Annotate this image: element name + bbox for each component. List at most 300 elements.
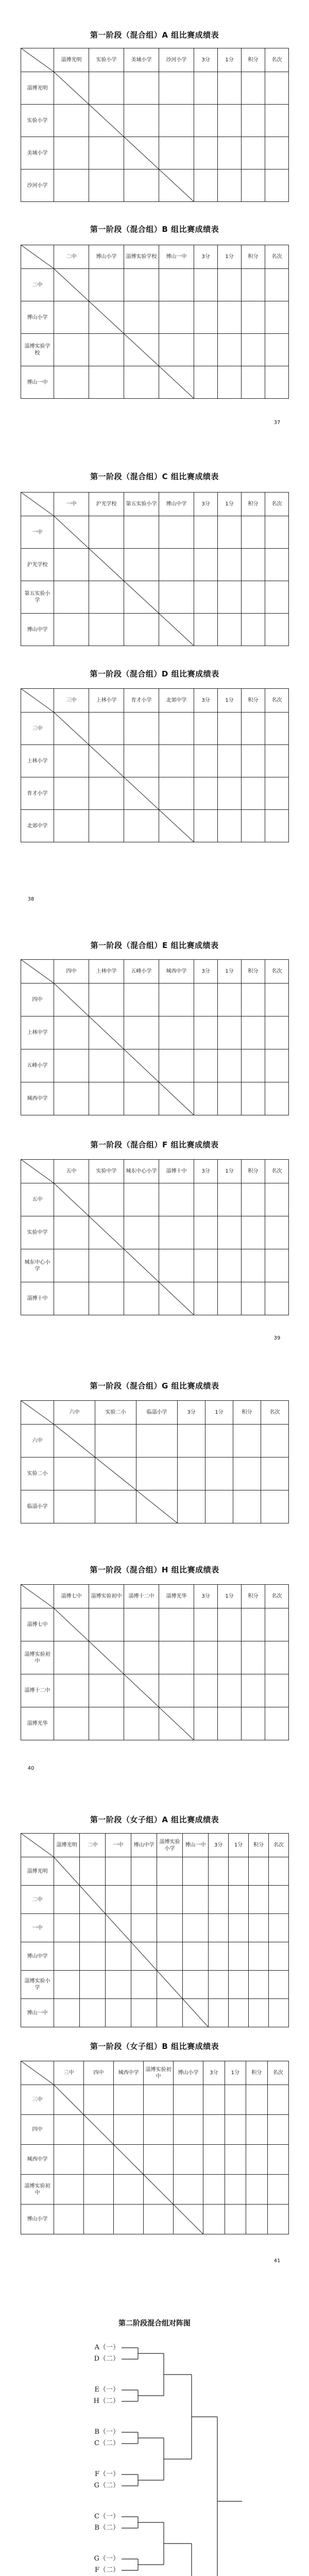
table-header-row	[21, 245, 289, 269]
team-row-label: 二中	[21, 269, 54, 301]
score-cell	[124, 1608, 159, 1641]
page-number: 38	[27, 896, 35, 902]
stat-cell	[265, 1016, 289, 1049]
team-column-header: 淄博十中	[159, 1160, 194, 1183]
stat-cell	[267, 2115, 289, 2145]
stat-cell	[269, 1999, 289, 2027]
stat-cell	[242, 1674, 265, 1707]
table-row	[21, 713, 289, 745]
score-cell	[144, 2115, 174, 2145]
score-cell	[89, 1707, 124, 1740]
team-row-label: 六中	[21, 1425, 54, 1458]
stat-column-header: 名次	[265, 48, 289, 72]
team-row-label: 淄博七中	[21, 1608, 54, 1641]
stat-cell	[205, 1490, 233, 1523]
table-header-row	[21, 1160, 289, 1183]
stat-column-header: 3分	[203, 2061, 225, 2085]
self-match-cell	[124, 581, 159, 614]
self-match-cell	[89, 1641, 124, 1674]
table-title: 第一阶段（混合组）G 组比赛成绩表	[90, 1381, 219, 1391]
self-match-cell	[159, 614, 194, 646]
team-row-label: 四中	[21, 2115, 54, 2145]
team-column-header: 淄博十二中	[124, 1585, 159, 1608]
table-title: 第一阶段（女子组）A 组比赛成绩表	[90, 1815, 219, 1824]
self-match-cell	[89, 1216, 124, 1249]
score-cell	[131, 1914, 157, 1942]
score-cell	[136, 1458, 178, 1490]
table-row	[21, 2175, 289, 2205]
score-cell	[159, 269, 194, 301]
stat-cell	[265, 1641, 289, 1674]
stat-cell	[229, 1999, 249, 2027]
stat-cell	[265, 1249, 289, 1282]
stat-cell	[242, 810, 265, 842]
score-cell	[159, 549, 194, 581]
table-title: 第一阶段（混合组）A 组比赛成绩表	[90, 30, 219, 40]
team-row-label: 五峰小学	[21, 1049, 54, 1082]
self-match-cell	[106, 1914, 131, 1942]
stat-cell	[265, 614, 289, 646]
stat-column-header: 3分	[194, 245, 218, 269]
table-row	[21, 1458, 289, 1490]
score-cell	[54, 1249, 89, 1282]
table-row	[21, 1674, 289, 1707]
score-cell	[54, 549, 89, 581]
table-row	[21, 2205, 289, 2234]
bracket-entry-label: E（一）	[94, 2386, 119, 2394]
stat-column-header: 积分	[242, 960, 265, 984]
score-cell	[159, 1016, 194, 1049]
table-title: 第一阶段（混合组）B 组比赛成绩表	[90, 225, 219, 234]
self-match-cell	[124, 1049, 159, 1082]
stat-cell	[242, 713, 265, 745]
self-match-cell	[54, 1183, 89, 1216]
score-cell	[89, 170, 124, 202]
score-cell	[54, 2115, 84, 2145]
score-cell	[124, 1183, 159, 1216]
score-cell	[89, 269, 124, 301]
score-cell	[54, 1049, 89, 1082]
stat-cell	[242, 745, 265, 777]
stat-cell	[242, 549, 265, 581]
stat-cell	[269, 1857, 289, 1886]
team-column-header: 博山小学	[174, 2061, 203, 2085]
stat-column-header: 1分	[218, 689, 242, 713]
diagonal-header-cell	[21, 689, 54, 713]
stat-cell	[194, 1049, 218, 1082]
table-header-row	[21, 689, 289, 713]
score-cell	[54, 2205, 84, 2234]
table-row	[21, 1999, 289, 2027]
table-row	[21, 170, 289, 202]
stat-cell	[267, 2205, 289, 2234]
score-cell	[89, 1674, 124, 1707]
table-row	[21, 1082, 289, 1115]
self-match-cell	[136, 1490, 178, 1523]
stat-column-header: 积分	[242, 689, 265, 713]
score-cell	[54, 2145, 84, 2175]
score-cell	[124, 810, 159, 842]
score-cell	[54, 1458, 95, 1490]
team-row-label: 一中	[21, 1914, 54, 1942]
bracket-entry-label: D（二）	[94, 2355, 119, 2363]
stat-cell	[194, 1674, 218, 1707]
team-row-label: 五中	[21, 1183, 54, 1216]
stat-cell	[225, 2085, 246, 2115]
stat-column-header: 3分	[194, 493, 218, 516]
score-cell	[54, 614, 89, 646]
score-cell	[124, 170, 159, 202]
score-cell	[157, 1914, 183, 1942]
stat-cell	[242, 1216, 265, 1249]
score-table	[21, 48, 288, 202]
bracket-entry-label: C（二）	[94, 2439, 119, 2447]
stat-cell	[218, 1282, 242, 1315]
table-title: 第一阶段（混合组）C 组比赛成绩表	[90, 472, 219, 481]
stat-cell	[194, 170, 218, 202]
score-cell	[89, 810, 124, 842]
stat-cell	[178, 1490, 205, 1523]
score-cell	[54, 334, 89, 366]
score-table-grid	[21, 2061, 289, 2234]
stat-cell	[261, 1425, 289, 1458]
score-cell	[89, 614, 124, 646]
team-row-label: 淄博实验初中	[21, 2175, 54, 2205]
team-column-header: 沙河小学	[159, 48, 194, 72]
stat-column-header: 积分	[242, 493, 265, 516]
team-row-label: 三中	[21, 713, 54, 745]
score-cell	[124, 745, 159, 777]
team-column-header: 二中	[54, 245, 89, 269]
score-cell	[124, 1282, 159, 1315]
score-cell	[54, 1707, 89, 1740]
stat-cell	[209, 1999, 229, 2027]
stat-cell	[194, 614, 218, 646]
table-row	[21, 581, 289, 614]
score-cell	[174, 2145, 203, 2175]
stat-cell	[218, 984, 242, 1016]
score-cell	[54, 1914, 80, 1942]
team-row-label: 博山一中	[21, 1999, 54, 2027]
self-match-cell	[80, 1886, 106, 1914]
stat-cell	[218, 1641, 242, 1674]
stat-cell	[209, 1971, 229, 1999]
table-header-row	[21, 2061, 289, 2085]
team-column-header: 三中	[54, 2061, 84, 2085]
score-cell	[89, 137, 124, 170]
score-cell	[124, 1016, 159, 1049]
score-table-grid	[21, 245, 289, 399]
table-row	[21, 984, 289, 1016]
score-cell	[89, 777, 124, 810]
stat-cell	[194, 1016, 218, 1049]
stat-cell	[246, 2145, 268, 2175]
team-column-header: 淄博七中	[54, 1585, 89, 1608]
team-column-header: 淄博实验小学	[157, 1834, 183, 1857]
table-row	[21, 1886, 289, 1914]
stat-column-header: 3分	[194, 960, 218, 984]
self-match-cell	[54, 2085, 84, 2115]
stat-cell	[218, 1249, 242, 1282]
score-cell	[157, 1857, 183, 1886]
team-row-label: 沙河小学	[21, 170, 54, 202]
score-cell	[80, 1914, 106, 1942]
table-header-row	[21, 960, 289, 984]
stat-cell	[242, 137, 265, 170]
self-match-cell	[54, 713, 89, 745]
team-column-header: 育才小学	[124, 689, 159, 713]
team-column-header: 一中	[54, 493, 89, 516]
score-table-grid	[21, 1400, 289, 1523]
score-cell	[89, 1608, 124, 1641]
bracket-entry-label: C（一）	[94, 2513, 119, 2520]
stat-cell	[265, 170, 289, 202]
stat-cell	[265, 549, 289, 581]
team-column-header: 临淄小学	[136, 1401, 178, 1425]
self-match-cell	[54, 269, 89, 301]
score-cell	[183, 1914, 209, 1942]
team-column-header: 第五实验小学	[124, 493, 159, 516]
table-row	[21, 137, 289, 170]
self-match-cell	[124, 777, 159, 810]
team-row-label: 淄博十中	[21, 1282, 54, 1315]
team-column-header: 博山一中	[183, 1834, 209, 1857]
stat-column-header: 名次	[265, 1160, 289, 1183]
score-cell	[54, 366, 89, 399]
score-cell	[174, 2085, 203, 2115]
table-row	[21, 1490, 289, 1523]
stat-cell	[242, 1016, 265, 1049]
team-column-header: 上林中学	[89, 960, 124, 984]
table-row	[21, 1016, 289, 1049]
score-cell	[124, 72, 159, 105]
stat-column-header: 3分	[194, 1585, 218, 1608]
stat-column-header: 积分	[246, 2061, 268, 2085]
stat-cell	[242, 334, 265, 366]
stat-column-header: 3分	[194, 689, 218, 713]
team-row-label: 淄博光明	[21, 72, 54, 105]
score-cell	[80, 1942, 106, 1971]
team-column-header: 博山一中	[159, 245, 194, 269]
stat-cell	[242, 170, 265, 202]
score-cell	[157, 1942, 183, 1971]
stat-cell	[246, 2085, 268, 2115]
score-cell	[159, 777, 194, 810]
stat-cell	[267, 2145, 289, 2175]
score-cell	[54, 777, 89, 810]
stat-cell	[209, 1942, 229, 1971]
table-title: 第一阶段（混合组）H 组比赛成绩表	[90, 1565, 219, 1574]
stat-cell	[246, 2115, 268, 2145]
team-row-label: 二中	[21, 1886, 54, 1914]
self-match-cell	[89, 1016, 124, 1049]
score-cell	[89, 366, 124, 399]
score-cell	[84, 2085, 114, 2115]
score-cell	[159, 1183, 194, 1216]
score-cell	[174, 2115, 203, 2145]
score-cell	[114, 2085, 144, 2115]
score-cell	[89, 516, 124, 549]
score-cell	[54, 1282, 89, 1315]
table-row	[21, 1183, 289, 1216]
stat-cell	[242, 1082, 265, 1115]
stat-cell	[233, 1458, 261, 1490]
table-row	[21, 614, 289, 646]
stat-cell	[209, 1914, 229, 1942]
stat-column-header: 名次	[265, 960, 289, 984]
team-row-label: 沪光学校	[21, 549, 54, 581]
stat-cell	[242, 1608, 265, 1641]
table-title: 第一阶段（女子组）B 组比赛成绩表	[90, 2042, 219, 2051]
diagonal-header-cell	[21, 1160, 54, 1183]
score-cell	[106, 1857, 131, 1886]
stat-cell	[218, 581, 242, 614]
score-table-grid	[21, 688, 289, 842]
stat-cell	[203, 2115, 225, 2145]
table-row	[21, 516, 289, 549]
team-row-label: 实验二小	[21, 1458, 54, 1490]
score-cell	[54, 810, 89, 842]
team-column-header: 北郊中学	[159, 689, 194, 713]
stat-cell	[265, 516, 289, 549]
stat-cell	[269, 1886, 289, 1914]
score-cell	[159, 581, 194, 614]
stat-cell	[218, 1183, 242, 1216]
table-title: 第一阶段（混合组）E 组比赛成绩表	[90, 941, 219, 950]
stat-cell	[194, 549, 218, 581]
stat-cell	[242, 984, 265, 1016]
score-cell	[106, 1942, 131, 1971]
score-cell	[159, 1641, 194, 1674]
self-match-cell	[159, 810, 194, 842]
stat-cell	[194, 105, 218, 137]
stat-cell	[267, 2085, 289, 2115]
team-column-header: 博山中学	[131, 1834, 157, 1857]
bracket-entry-label: B（二）	[94, 2524, 119, 2532]
score-cell	[159, 1249, 194, 1282]
score-cell	[131, 1999, 157, 2027]
stat-cell	[209, 1886, 229, 1914]
score-cell	[54, 105, 89, 137]
stat-cell	[178, 1458, 205, 1490]
page-number: 37	[273, 420, 281, 426]
table-row	[21, 1216, 289, 1249]
self-match-cell	[54, 72, 89, 105]
stat-cell	[194, 745, 218, 777]
stat-cell	[242, 1282, 265, 1315]
self-match-cell	[159, 1082, 194, 1115]
stat-cell	[218, 516, 242, 549]
team-column-header: 四中	[54, 960, 89, 984]
bracket-entry-label: A（一）	[94, 2344, 119, 2351]
team-row-label: 淄博光明	[21, 1857, 54, 1886]
stat-cell	[203, 2145, 225, 2175]
stat-cell	[265, 1608, 289, 1641]
team-row-label: 上林小学	[21, 745, 54, 777]
stat-column-header: 1分	[229, 1834, 249, 1857]
stat-cell	[246, 2205, 268, 2234]
team-column-header: 实验二小	[95, 1401, 136, 1425]
score-cell	[95, 1425, 136, 1458]
team-column-header: 五中	[54, 1160, 89, 1183]
stat-cell	[267, 2175, 289, 2205]
score-cell	[106, 1971, 131, 1999]
score-cell	[124, 1641, 159, 1674]
self-match-cell	[131, 1942, 157, 1971]
score-cell	[54, 1490, 95, 1523]
stat-cell	[265, 1674, 289, 1707]
diagonal-header-cell	[21, 1834, 54, 1857]
score-table	[21, 1159, 288, 1315]
score-cell	[54, 2175, 84, 2205]
stat-cell	[218, 810, 242, 842]
score-table	[21, 959, 288, 1115]
team-column-header: 三中	[54, 689, 89, 713]
team-row-label: 一中	[21, 516, 54, 549]
score-cell	[84, 2175, 114, 2205]
table-row	[21, 366, 289, 399]
stat-cell	[265, 1183, 289, 1216]
team-column-header: 城西中学	[114, 2061, 144, 2085]
team-column-header: 淄博光明	[54, 1834, 80, 1857]
score-table	[21, 2061, 288, 2234]
team-row-label: 临淄小学	[21, 1490, 54, 1523]
score-table-grid	[21, 1159, 289, 1315]
stat-cell	[269, 1914, 289, 1942]
self-match-cell	[54, 1608, 89, 1641]
diagonal-header-cell	[21, 2061, 54, 2085]
stat-cell	[225, 2175, 246, 2205]
stat-cell	[242, 1249, 265, 1282]
score-table	[21, 492, 288, 646]
page-number: 41	[273, 2258, 281, 2264]
stat-column-header: 积分	[233, 1401, 261, 1425]
bracket-entry-label: H（二）	[93, 2397, 119, 2405]
stat-cell	[229, 1886, 249, 1914]
score-cell	[124, 1707, 159, 1740]
stat-cell	[194, 334, 218, 366]
table-title: 第一阶段（混合组）D 组比赛成绩表	[90, 669, 219, 679]
team-row-label: 博山小学	[21, 2205, 54, 2234]
stat-column-header: 积分	[242, 1160, 265, 1183]
table-row	[21, 1608, 289, 1641]
self-match-cell	[157, 1971, 183, 1999]
self-match-cell	[159, 1282, 194, 1315]
table-row	[21, 1971, 289, 1999]
diagonal-header-cell	[21, 1585, 54, 1608]
self-match-cell	[89, 745, 124, 777]
score-table	[21, 245, 288, 399]
stat-cell	[242, 105, 265, 137]
team-row-label: 实验中学	[21, 1216, 54, 1249]
score-cell	[95, 1490, 136, 1523]
team-column-header: 五峰小学	[124, 960, 159, 984]
stat-cell	[178, 1425, 205, 1458]
stat-column-header: 1分	[218, 960, 242, 984]
stat-cell	[265, 334, 289, 366]
self-match-cell	[144, 2175, 174, 2205]
stat-cell	[194, 810, 218, 842]
stat-cell	[194, 1216, 218, 1249]
stat-cell	[242, 1707, 265, 1740]
diagonal-header-cell	[21, 48, 54, 72]
score-cell	[159, 713, 194, 745]
bracket-entry-label: G（一）	[94, 2555, 119, 2563]
team-row-label: 博山中学	[21, 614, 54, 646]
stat-cell	[218, 170, 242, 202]
team-row-label: 四中	[21, 984, 54, 1016]
score-table	[21, 1400, 288, 1523]
